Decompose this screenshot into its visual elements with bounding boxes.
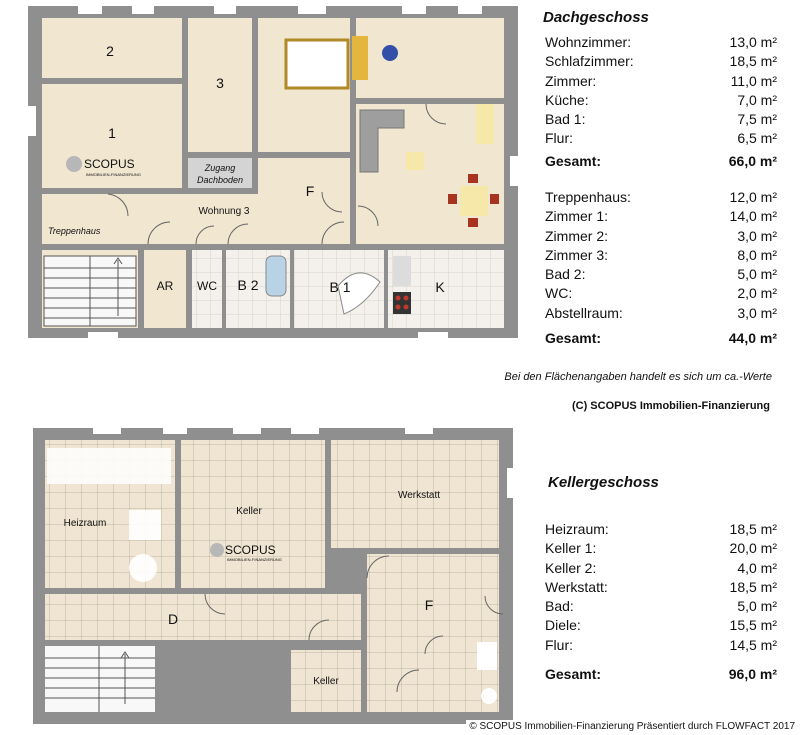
desk — [352, 36, 368, 80]
area-label: Zimmer 2: — [545, 227, 608, 244]
copyright-text: (C) SCOPUS Immobilien-Finanzierung — [571, 400, 770, 412]
area-label: Keller 1: — [545, 540, 597, 557]
area-row — [545, 227, 777, 246]
area-label: Flur: — [545, 130, 573, 147]
dachgeschoss-area-list-1 — [545, 33, 777, 149]
area-value: 6,5 m² — [737, 130, 777, 147]
area-label: Bad 1: — [545, 111, 586, 128]
area-row — [545, 72, 777, 91]
basement-toilet — [481, 688, 497, 704]
area-value: 14,0 m² — [729, 208, 777, 225]
svg-text:IMMOBILIEN-FINANZIERUNG: IMMOBILIEN-FINANZIERUNG — [227, 557, 282, 562]
coffee-table — [406, 152, 424, 170]
area-value: 12,0 m² — [729, 189, 777, 205]
area-row — [545, 91, 777, 110]
dachgeschoss-area-list-2 — [545, 188, 777, 323]
label-heizraum: Heizraum — [63, 518, 107, 529]
area-label: Wohnzimmer: — [545, 34, 632, 50]
area-row — [545, 188, 777, 207]
label-ar: AR — [156, 279, 174, 293]
area-label: Schlafzimmer: — [545, 53, 634, 70]
dachgeschoss-floor-plan — [28, 6, 518, 338]
label-f-keller: F — [424, 597, 434, 613]
area-label: Heizraum: — [545, 521, 609, 537]
area-row — [545, 110, 777, 129]
area-value: 5,0 m² — [737, 266, 777, 283]
label-wohnung-3: Wohnung 3 — [198, 206, 250, 217]
area-label: Treppenhaus: — [545, 189, 631, 205]
label-room-1: 1 — [108, 125, 116, 141]
basement-stairs-area — [45, 646, 155, 712]
area-value: 14,5 m² — [729, 636, 777, 653]
area-row — [545, 578, 777, 597]
diele-room — [45, 594, 361, 640]
dachgeschoss-heading: Dachgeschoss — [543, 9, 649, 26]
kellergeschoss-area-list — [545, 520, 777, 655]
kellergeschoss-floor-plan — [33, 428, 513, 724]
svg-text:SCOPUS: SCOPUS — [225, 543, 276, 557]
area-value: 4,0 m² — [737, 559, 777, 576]
label-d: D — [167, 611, 179, 627]
label-keller-small: Keller — [313, 676, 339, 687]
kellergeschoss-heading: Kellergeschoss — [548, 474, 659, 491]
room-top-right — [356, 18, 504, 98]
water-heater — [129, 554, 157, 582]
dachgeschoss-total-2: Gesamt: 44,0 m² — [545, 330, 777, 346]
area-value: 18,5 m² — [729, 578, 777, 595]
area-row — [545, 33, 777, 52]
area-label: Küche: — [545, 91, 589, 108]
bathtub — [266, 256, 286, 296]
label-f: F — [305, 183, 315, 199]
label-zugang: Zugang — [204, 163, 236, 173]
area-row — [545, 539, 777, 558]
office-chair — [382, 45, 398, 61]
label-wc: WC — [197, 279, 217, 293]
area-value: 18,5 m² — [729, 521, 777, 537]
area-row — [545, 246, 777, 265]
kellergeschoss-total: Gesamt: 96,0 m² — [545, 666, 777, 682]
area-value: 3,0 m² — [737, 304, 777, 321]
label-b1: B 1 — [329, 279, 351, 295]
kitchen-counter — [393, 256, 411, 286]
svg-text:SCOPUS: SCOPUS — [84, 157, 135, 171]
area-value: 7,0 m² — [737, 91, 777, 108]
area-value: 8,0 m² — [737, 246, 777, 263]
area-label: Werkstatt: — [545, 578, 608, 595]
footer-credit: © SCOPUS Immobilien-Finanzierung Präsentiert durch FLOWFACT 2017 — [466, 720, 798, 733]
heating-tanks — [47, 448, 171, 484]
basement-shower — [477, 642, 497, 670]
area-row — [545, 265, 777, 284]
dining-table — [460, 186, 488, 216]
area-row — [545, 597, 777, 616]
area-row — [545, 520, 777, 539]
area-value: 7,5 m² — [737, 111, 777, 128]
area-label: Bad 2: — [545, 266, 586, 283]
area-label: Abstellraum: — [545, 304, 623, 321]
area-note: Bei den Flächenangaben handelt es sich um ca.-Werte — [504, 371, 772, 383]
area-value: 2,0 m² — [737, 285, 777, 302]
area-value: 3,0 m² — [737, 227, 777, 244]
area-label: Keller 2: — [545, 559, 597, 576]
area-value: 18,5 m² — [729, 53, 777, 70]
area-label: WC: — [545, 285, 573, 302]
label-werkstatt: Werkstatt — [397, 490, 441, 501]
area-row — [545, 559, 777, 578]
label-b2: B 2 — [237, 277, 259, 293]
label-room-3: 3 — [216, 75, 224, 91]
area-value: 13,0 m² — [729, 34, 777, 50]
area-row — [545, 129, 777, 148]
stairs — [44, 256, 136, 326]
dachgeschoss-total-1: Gesamt: 66,0 m² — [545, 153, 777, 169]
label-room-2: 2 — [106, 43, 114, 59]
area-row — [545, 304, 777, 323]
label-keller-top: Keller — [236, 506, 262, 517]
area-row — [545, 616, 777, 635]
boiler — [129, 510, 161, 540]
area-row — [545, 207, 777, 226]
tv-stand — [476, 104, 494, 144]
area-label: Zimmer: — [545, 72, 597, 89]
area-label: Bad: — [545, 598, 574, 615]
svg-text:IMMOBILIEN-FINANZIERUNG: IMMOBILIEN-FINANZIERUNG — [86, 172, 141, 177]
area-value: 20,0 m² — [729, 540, 777, 557]
area-label: Zimmer 3: — [545, 246, 608, 263]
staircase-hall — [42, 194, 292, 244]
area-label: Diele: — [545, 617, 581, 634]
area-value: 11,0 m² — [730, 72, 777, 89]
label-k: K — [435, 279, 445, 295]
area-value: 15,5 m² — [729, 617, 777, 634]
area-label: Flur: — [545, 636, 573, 653]
label-dachboden: Dachboden — [196, 175, 244, 185]
label-treppenhaus: Treppenhaus — [48, 226, 101, 236]
bed — [286, 40, 348, 88]
area-row — [545, 52, 777, 71]
stove — [393, 292, 411, 314]
area-row — [545, 636, 777, 655]
area-value: 5,0 m² — [737, 598, 777, 615]
area-row — [545, 284, 777, 303]
area-label: Zimmer 1: — [545, 208, 608, 225]
